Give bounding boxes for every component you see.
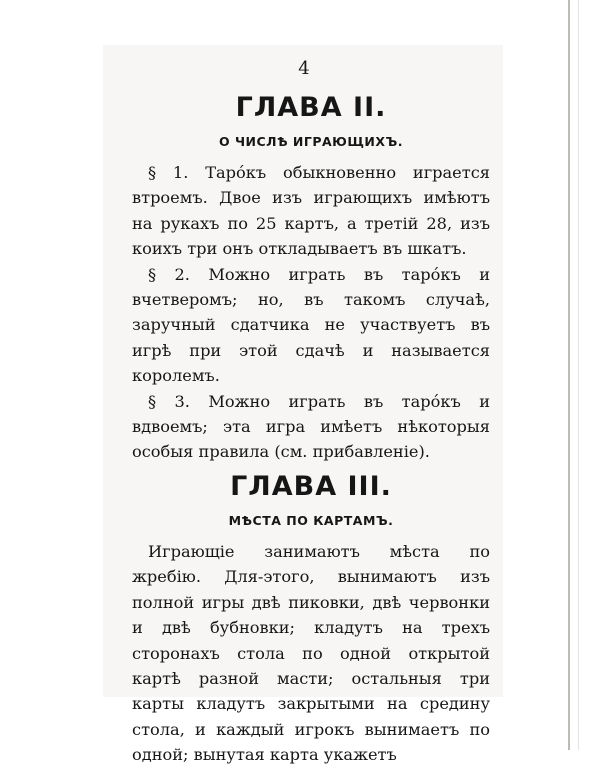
page-edge-shadow: [568, 0, 570, 750]
page-number: 4: [298, 58, 310, 79]
paragraph-1: § 1. Тарóкъ обыкновенно играется втроемъ. Двое изъ играющихъ имѣютъ на рукахъ по 25 картъ, а третій 28, изъ коихъ три онъ откладываетъ въ шкатъ.: [132, 163, 490, 259]
chapter-3-title: ГЛАВА III.: [230, 470, 392, 502]
chapter-3-subtitle: МѢСТА ПО КАРТАМЪ.: [228, 512, 394, 528]
paragraph-4: Играющіе занимаютъ мѣста по жребію. Для-этого, вынимаютъ изъ полной игры двѣ пиковки, двѣ червонки и двѣ бубновки; кладутъ на трехъ сторонахъ стола по одной открытой картѣ разной масти; остальныя три карты кладутъ закрытыми на средину стола, и каждый игрокъ вынимаетъ по одной; вынутая карта укажетъ: [132, 541, 490, 765]
paragraph-2: § 2. Можно играть въ тарóкъ и вчетверомъ; но, въ такомъ случаѣ, заручный сдатчика не участвуетъ въ игрѣ при этой сдачѣ и называется королемъ.: [132, 264, 490, 386]
paragraph-3: § 3. Можно играть въ тарóкъ и вдвоемъ; эта игра имѣетъ нѣкоторыя особыя правила (см. прибавленіе).: [132, 391, 490, 462]
chapter-2-title: ГЛАВА II.: [235, 92, 387, 123]
page-edge-line: [578, 0, 579, 750]
page-content: [132, 58, 490, 768]
chapter-2-subtitle: О ЧИСЛѢ ИГРАЮЩИХЪ.: [218, 134, 404, 149]
